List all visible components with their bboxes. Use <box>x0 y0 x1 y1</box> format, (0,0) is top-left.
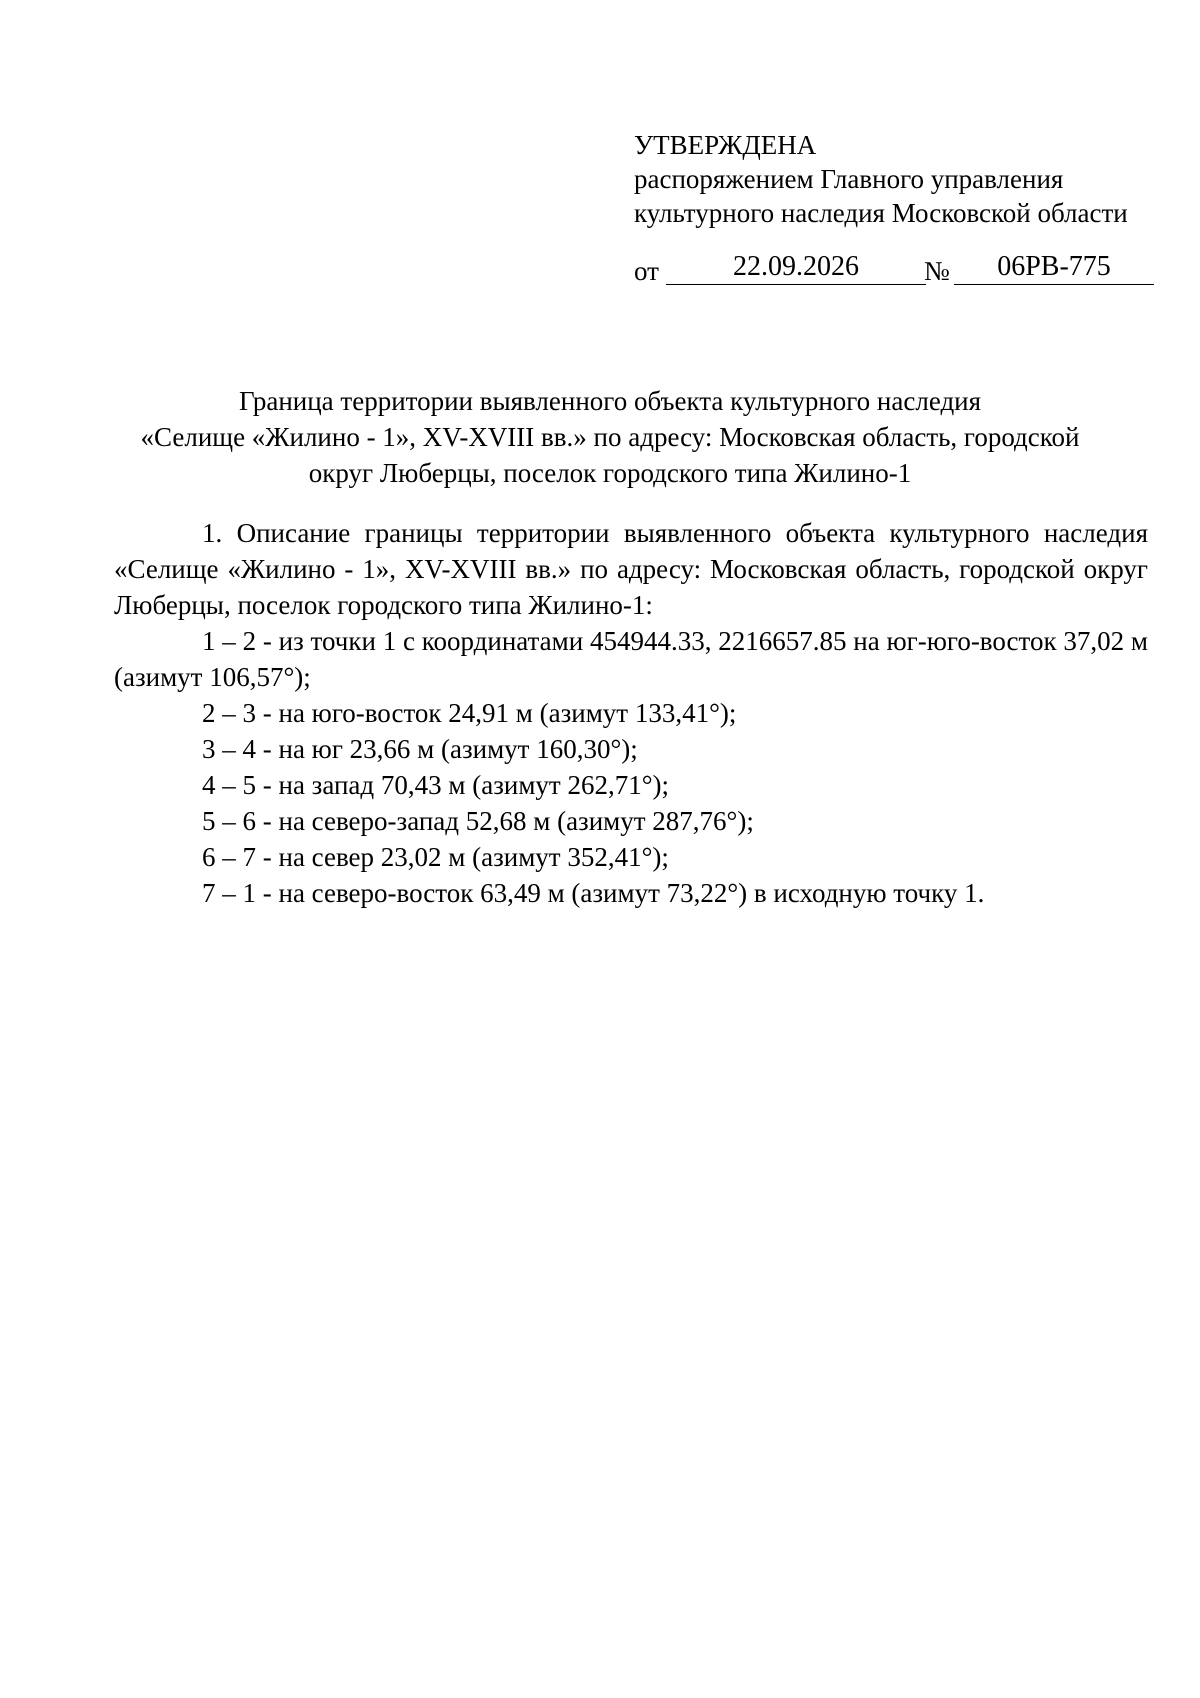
boundary-segment: 7 – 1 - на северо-восток 63,49 м (азимут 73,22°) в исходную точку 1. <box>202 878 985 908</box>
boundary-description <box>114 515 1148 911</box>
date-prefix: от <box>634 256 659 286</box>
boundary-segment: 5 – 6 - на северо-запад 52,68 м (азимут 287,76°); <box>202 806 754 836</box>
boundary-segment: 3 – 4 - на юг 23,66 м (азимут 160,30°); <box>202 734 638 764</box>
boundary-segment: 1 – 2 - из точки 1 с координатами 454944.33, 2216657.85 на юг-юго-восток 37,02 м (азимут 106,57°); <box>114 626 1148 692</box>
approval-status: УТВЕРЖДЕНА <box>634 130 817 160</box>
approval-issuer-line-1: распоряжением Главного управления <box>634 164 1064 194</box>
boundary-segment: 4 – 5 - на запад 70,43 м (азимут 262,71°); <box>202 770 669 800</box>
document-title <box>110 383 1110 491</box>
approval-block <box>634 128 1154 230</box>
boundary-segment: 2 – 3 - на юго-восток 24,91 м (азимут 133,41°); <box>202 698 737 728</box>
approval-issuer-line-2: культурного наследия Московской области <box>634 198 1128 228</box>
approval-number: 06РВ-775 <box>954 250 1154 285</box>
number-prefix: № <box>924 256 950 286</box>
title-line-2: «Селище «Жилино - 1», XV-XVIII вв.» по адресу: Московская область, городской <box>140 422 1080 452</box>
title-line-3: округ Люберцы, поселок городского типа Жилино-1 <box>308 458 912 488</box>
approval-date: 22.09.2026 <box>666 250 926 285</box>
description-intro: 1. Описание границы территории выявленного объекта культурного наследия «Селище «Жилино - 1», XV-XVIII вв.» по адресу: Московская область, городской округ Люберцы, поселок городского типа Жилино-1: <box>114 518 1148 620</box>
title-line-1: Граница территории выявленного объекта культурного наследия <box>238 386 982 416</box>
boundary-segment: 6 – 7 - на север 23,02 м (азимут 352,41°); <box>202 842 669 872</box>
registration-line <box>634 250 1154 290</box>
